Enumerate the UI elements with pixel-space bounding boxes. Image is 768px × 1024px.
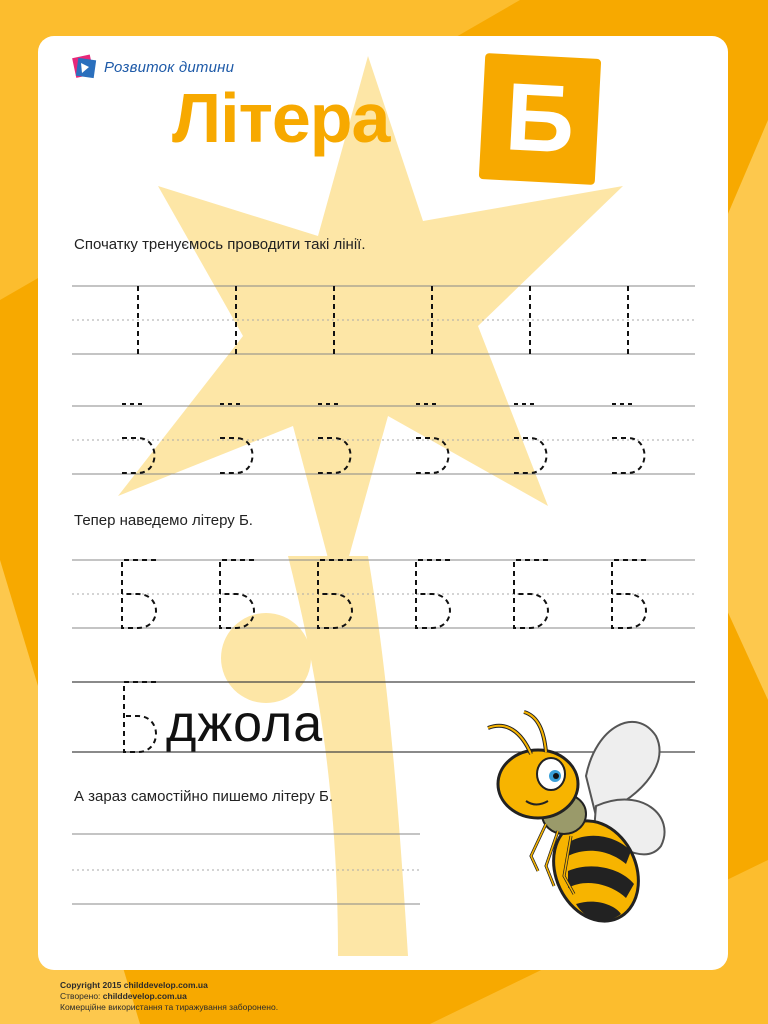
dashed-letter-b <box>122 560 156 628</box>
worksheet-card <box>38 36 728 970</box>
dashed-curve-stroke <box>514 438 547 473</box>
brand-name: Розвиток дитини <box>104 58 235 76</box>
instruction-free: А зараз самостійно пишемо літеру Б. <box>74 788 334 805</box>
footer-notice: Комерційне використання та тиражування заборонено. <box>60 1002 279 1012</box>
example-word-rest: джола <box>166 695 324 753</box>
dashed-curve-stroke <box>122 438 155 473</box>
page-title: Літера <box>172 79 390 157</box>
dashed-letter-b <box>416 560 450 628</box>
title-letter: Б <box>502 63 578 174</box>
instruction-lines: Спочатку тренуємось проводити такі лінії. <box>74 236 366 253</box>
dashed-letter-b <box>612 560 646 628</box>
example-word <box>166 694 323 754</box>
dashed-curve-stroke <box>220 438 253 473</box>
dashed-curve-stroke <box>318 438 351 473</box>
dashed-letter-b <box>318 560 352 628</box>
dashed-curve-stroke <box>612 438 645 473</box>
footer-created: Створено: childdevelop.com.ua <box>60 991 187 1001</box>
instruction-trace: Тепер наведемо літеру Б. <box>74 512 253 529</box>
bee-illustration <box>476 706 676 928</box>
example-dashed-letter-b <box>124 682 156 752</box>
dashed-curve-stroke <box>416 438 449 473</box>
footer-copyright: Copyright 2015 childdevelop.com.ua <box>60 980 208 990</box>
